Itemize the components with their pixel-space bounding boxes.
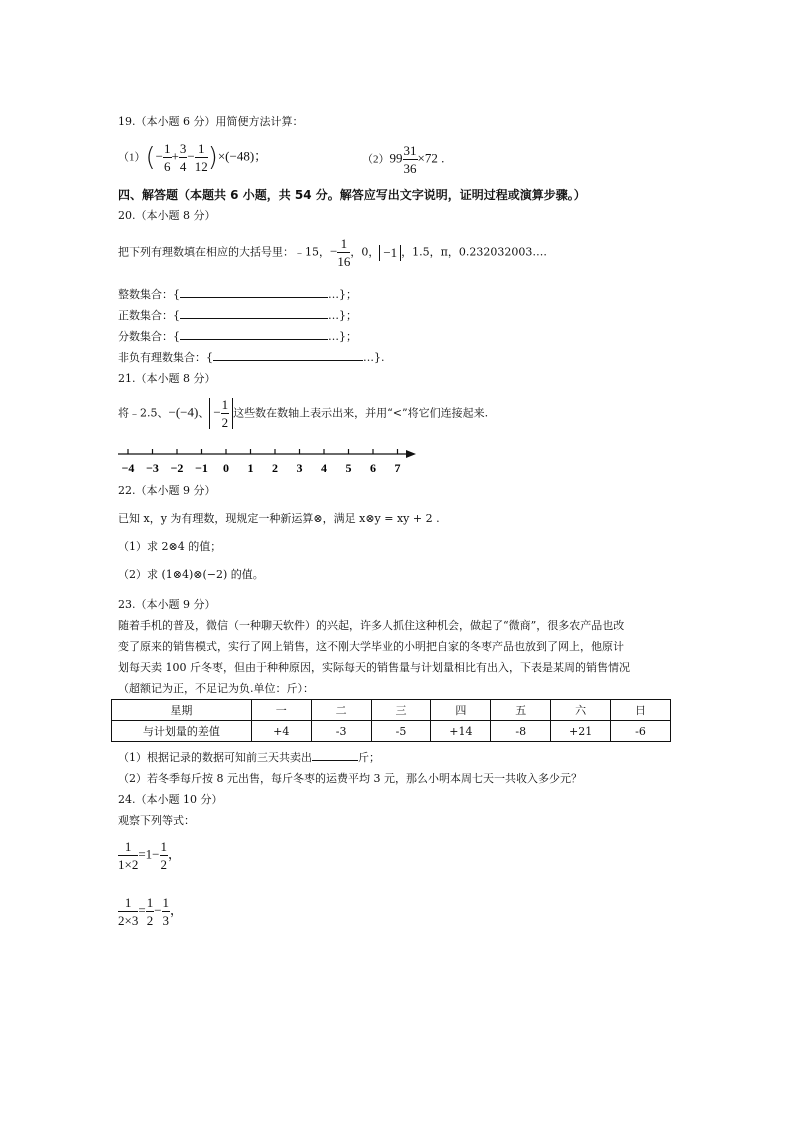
number-line-tick-label: −4 bbox=[121, 461, 135, 475]
table-cell: -8 bbox=[491, 721, 551, 742]
q19-frac-1: $\frac{1}{6}$ bbox=[164, 141, 171, 174]
number-line-tick-label: 1 bbox=[247, 461, 254, 475]
q20-set-fractions: 分数集合：{ …}； bbox=[118, 330, 357, 343]
table-cell: 六 bbox=[551, 700, 611, 721]
table-cell: -6 bbox=[611, 721, 671, 742]
number-line-tick-label: 6 bbox=[370, 461, 376, 475]
q21-prompt: 将﹣2.5、−(−4)、 − $\frac{1}{2}$ 这些数在数轴上表示出来，并用“<”将它们连接起来. bbox=[118, 397, 489, 430]
table-cell: 一 bbox=[251, 700, 311, 721]
q24-header: 24.（本小题 10 分） bbox=[118, 793, 223, 806]
table-cell: 星期 bbox=[112, 700, 252, 721]
q19-part1: （1）(− $\frac{1}{6}$ + $\frac{3}{4}$ − $\frac{1}{12}$ )×(−48)； bbox=[118, 141, 268, 174]
table-cell: +14 bbox=[431, 721, 491, 742]
q19-frac-2: $\frac{3}{4}$ bbox=[179, 141, 187, 174]
q20-prompt: 把下列有理数填在相应的大括号里：﹣15，− $\frac{1}{16}$ ，0， −1 ，1.5，π，0.232032003…. bbox=[118, 236, 547, 269]
q21-abs-frac: − $\frac{1}{2}$ bbox=[209, 398, 233, 429]
q20-abs: −1 bbox=[379, 245, 401, 261]
table-cell: 日 bbox=[611, 700, 671, 721]
q19-part1-tail: ×(−48)； bbox=[217, 148, 268, 164]
q19-part2: （2）99 $\frac{31}{36}$ ×72 . bbox=[362, 143, 445, 176]
number-line-tick-label: 5 bbox=[345, 461, 352, 475]
q22-part2: （2）求 (1⊗4)⊗(−2) 的值。 bbox=[118, 568, 264, 581]
q19-part2-label: （2） bbox=[362, 153, 390, 166]
q20-set-nonnegative: 非负有理数集合：{ …}. bbox=[118, 351, 385, 364]
table-cell: 五 bbox=[491, 700, 551, 721]
table-cell: 四 bbox=[431, 700, 491, 721]
table-cell: +4 bbox=[251, 721, 311, 742]
q23-para-line-1: 随着手机的普及，微信（一种聊天软件）的兴起，许多人抓住这种机会，做起了“微商”，很多农产品也改 bbox=[118, 619, 625, 632]
q20-set-positive: 正数集合：{ …}； bbox=[118, 309, 357, 322]
table-cell: -5 bbox=[371, 721, 431, 742]
table-cell: -3 bbox=[311, 721, 371, 742]
table-cell: 与计划量的差值 bbox=[112, 721, 252, 742]
number-line-tick-label: −3 bbox=[146, 461, 159, 475]
q19-mixed-frac: $\frac{31}{36}$ bbox=[403, 143, 417, 176]
section-4-heading: 四、解答题（本题共 6 小题，共 54 分。解答应写出文字说明，证明过程或演算步骤。） bbox=[118, 188, 586, 202]
q24-equation-2: $\frac{1}{2\times 3}$ = $\frac{1}{2}$ − $\frac{1}{3}$ ， bbox=[118, 895, 184, 928]
q22-prompt: 已知 x，y 为有理数，现规定一种新运算⊗，满足 x⊗y = xy + 2 . bbox=[118, 512, 440, 525]
q23-sales-table bbox=[111, 699, 671, 742]
q24-equation-1: $\frac{1}{1\times 2}$ =1− $\frac{1}{2}$ ， bbox=[118, 839, 182, 872]
q20-set-integers: 整数集合：{ …}； bbox=[118, 288, 357, 301]
q23-part1: （1）根据记录的数据可知前三天共卖出 斤； bbox=[118, 751, 380, 764]
number-line-tick-label: 0 bbox=[223, 461, 229, 475]
number-line-tick-label: −2 bbox=[170, 461, 184, 475]
number-line-arrow bbox=[406, 450, 416, 458]
number-line-tick-label: 3 bbox=[296, 461, 303, 475]
table-cell: 三 bbox=[371, 700, 431, 721]
q24-prompt: 观察下列等式： bbox=[118, 814, 195, 827]
number-line bbox=[110, 440, 420, 476]
q23-header: 23.（本小题 9 分） bbox=[118, 598, 216, 611]
table-cell: 二 bbox=[311, 700, 371, 721]
q19-header: 19.（本小题 6 分）用简便方法计算： bbox=[118, 115, 304, 128]
q20-frac: $\frac{1}{16}$ bbox=[337, 236, 351, 269]
q23-para-line-3: 划每天卖 100 斤冬枣，但由于种种原因，实际每天的销售量与计划量相比有出入，下表是某周的销售情况 bbox=[118, 661, 630, 674]
number-line-tick-label: 7 bbox=[394, 461, 401, 475]
q19-part1-label: （1） bbox=[118, 151, 146, 164]
q22-header: 22.（本小题 9 分） bbox=[118, 484, 216, 497]
q23-para-line-2: 变了原来的销售模式，实行了网上销售，这不刚大学毕业的小明把自家的冬枣产品也放到了网上，他原计 bbox=[118, 640, 624, 653]
table-cell: +21 bbox=[551, 721, 611, 742]
q22-part1: （1）求 2⊗4 的值； bbox=[118, 540, 222, 553]
q23-para-line-4: （超额记为正，不足记为负.单位：斤）： bbox=[118, 682, 314, 695]
number-line-tick-label: −1 bbox=[195, 461, 208, 475]
table-row bbox=[112, 721, 671, 742]
number-line-tick-label: 4 bbox=[321, 461, 327, 475]
q19-frac-3: $\frac{1}{12}$ bbox=[194, 141, 208, 174]
q20-header: 20.（本小题 8 分） bbox=[118, 209, 216, 222]
number-line-ticks bbox=[122, 449, 401, 475]
q23-part2: （2）若冬季每斤按 8 元出售，每斤冬枣的运费平均 3 元，那么小明本周七天一共收入多少元？ bbox=[118, 772, 582, 785]
table-header-row bbox=[112, 700, 671, 721]
q21-header: 21.（本小题 8 分） bbox=[118, 372, 216, 385]
number-line-tick-label: 2 bbox=[272, 461, 278, 475]
